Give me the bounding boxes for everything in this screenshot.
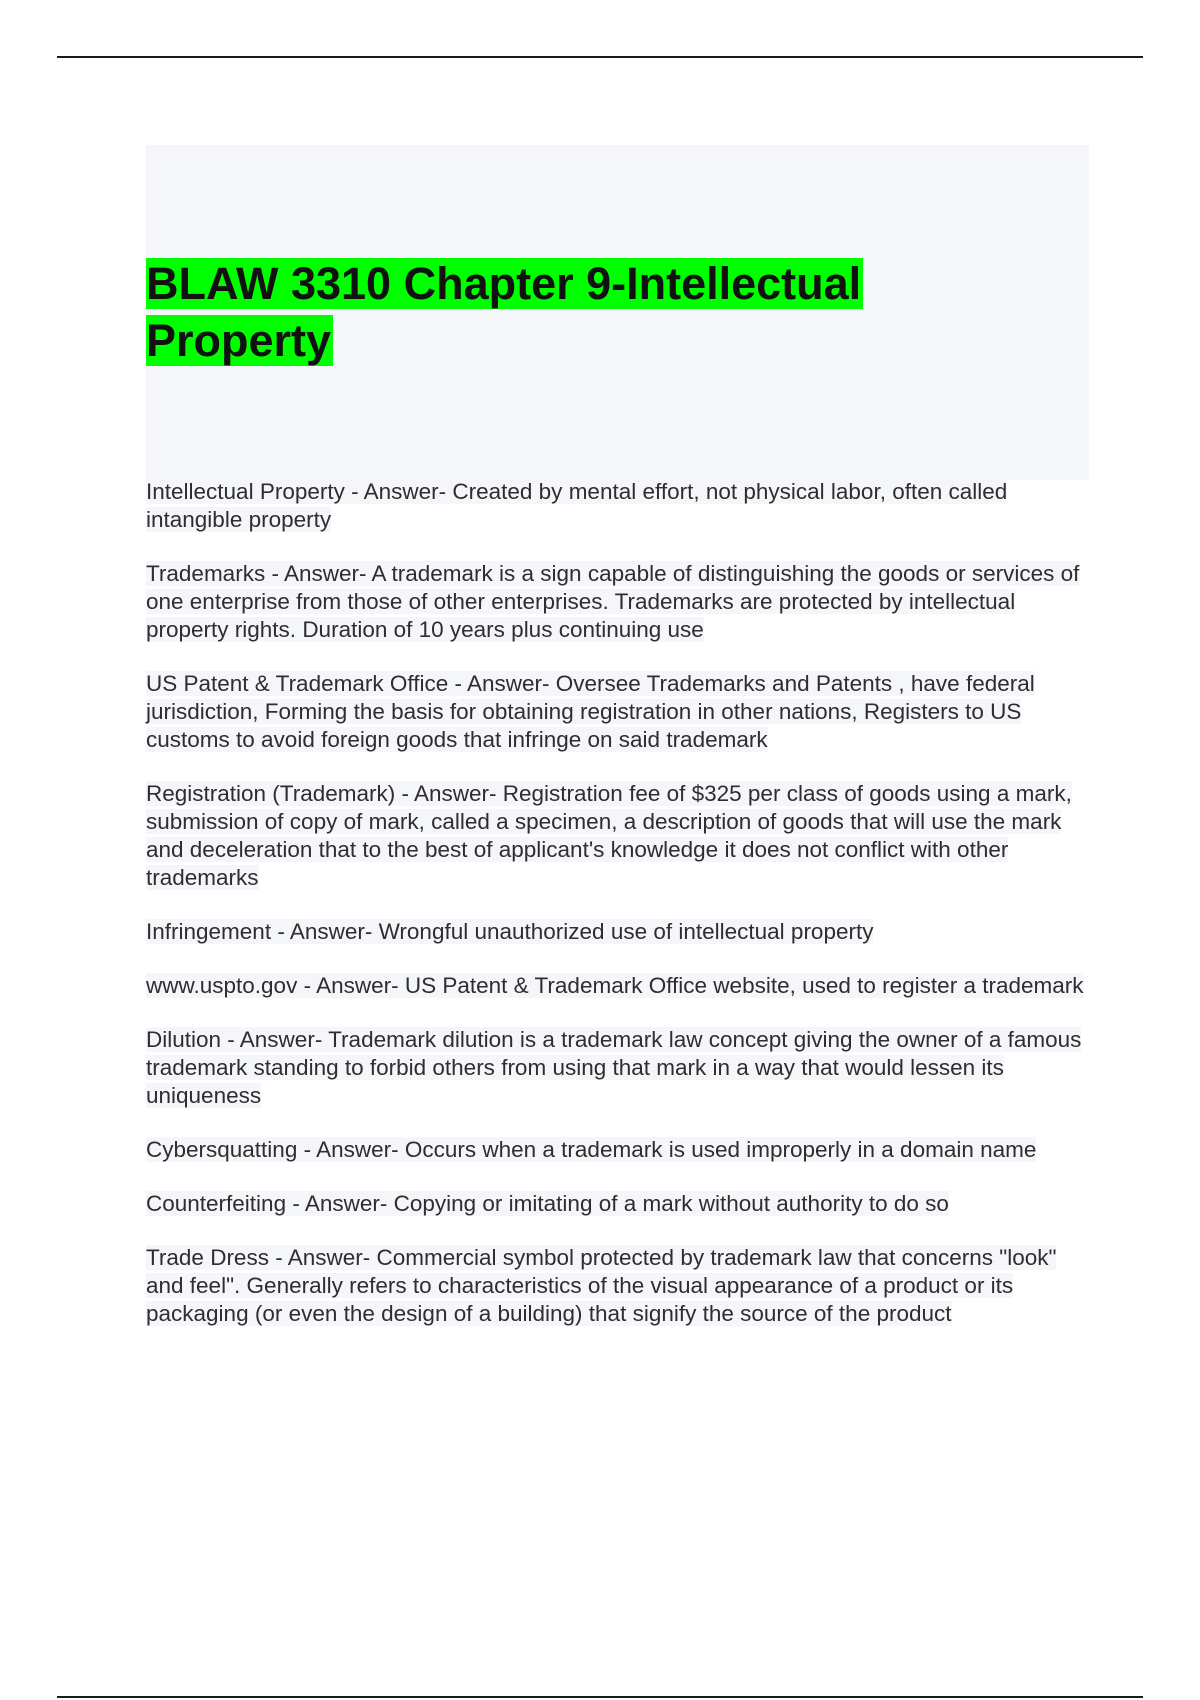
qa-entry-text: Cybersquatting - Answer- Occurs when a trademark is used improperly in a domain name [146, 1137, 1037, 1162]
qa-entry-text: Dilution - Answer- Trademark dilution is a trademark law concept giving the owner of a famous trademark standing to forbid others from using that mark in a way that would lessen its uniqueness [146, 1027, 1082, 1108]
qa-entry-text: Registration (Trademark) - Answer- Registration fee of $325 per class of goods using a mark, submission of copy of mark, called a specimen, a description of goods that will use the mark and deceleration that to the best of applicant's knowledge it does not conflict with other trademarks [146, 781, 1072, 890]
qa-list [146, 478, 1094, 1354]
qa-entry-infringement [146, 918, 1094, 946]
qa-entry-uspto-website [146, 972, 1094, 1000]
qa-entry-counterfeiting [146, 1190, 1094, 1218]
qa-entry-text: Trademarks - Answer- A trademark is a sign capable of distinguishing the goods or services of one enterprise from those of other enterprises. Trademarks are protected by intellectual property rights. Duration of 10 years plus continuing use [146, 561, 1080, 642]
qa-entry-registration [146, 780, 1094, 892]
qa-entry-text: Trade Dress - Answer- Commercial symbol protected by trademark law that concerns "look" and feel". Generally refers to characteristics of the visual appearance of a product or its packaging (or even the design of a building) that signify the source of the product [146, 1245, 1057, 1326]
qa-entry-trade-dress [146, 1244, 1094, 1328]
qa-entry-text: US Patent & Trademark Office - Answer- Oversee Trademarks and Patents , have federal jurisdiction, Forming the basis for obtaining registration in other nations, Registers to US customs to avoid foreign goods that infringe on said trademark [146, 671, 1035, 752]
qa-entry-text: Intellectual Property - Answer- Created by mental effort, not physical labor, often called intangible property [146, 479, 1008, 532]
qa-entry-text: Infringement - Answer- Wrongful unauthorized use of intellectual property [146, 919, 874, 944]
qa-entry-uspto [146, 670, 1094, 754]
qa-entry-trademarks [146, 560, 1094, 644]
qa-entry-dilution [146, 1026, 1094, 1110]
document-title-text: BLAW 3310 Chapter 9-Intellectual Property [146, 258, 862, 366]
qa-entry-intellectual-property [146, 478, 1094, 534]
qa-entry-text: www.uspto.gov - Answer- US Patent & Trademark Office website, used to register a trademark [146, 973, 1084, 998]
qa-entry-cybersquatting [146, 1136, 1094, 1164]
bottom-rule [57, 1696, 1143, 1698]
top-rule [57, 56, 1143, 58]
document-title [146, 255, 946, 369]
qa-entry-text: Counterfeiting - Answer- Copying or imitating of a mark without authority to do so [146, 1191, 949, 1216]
